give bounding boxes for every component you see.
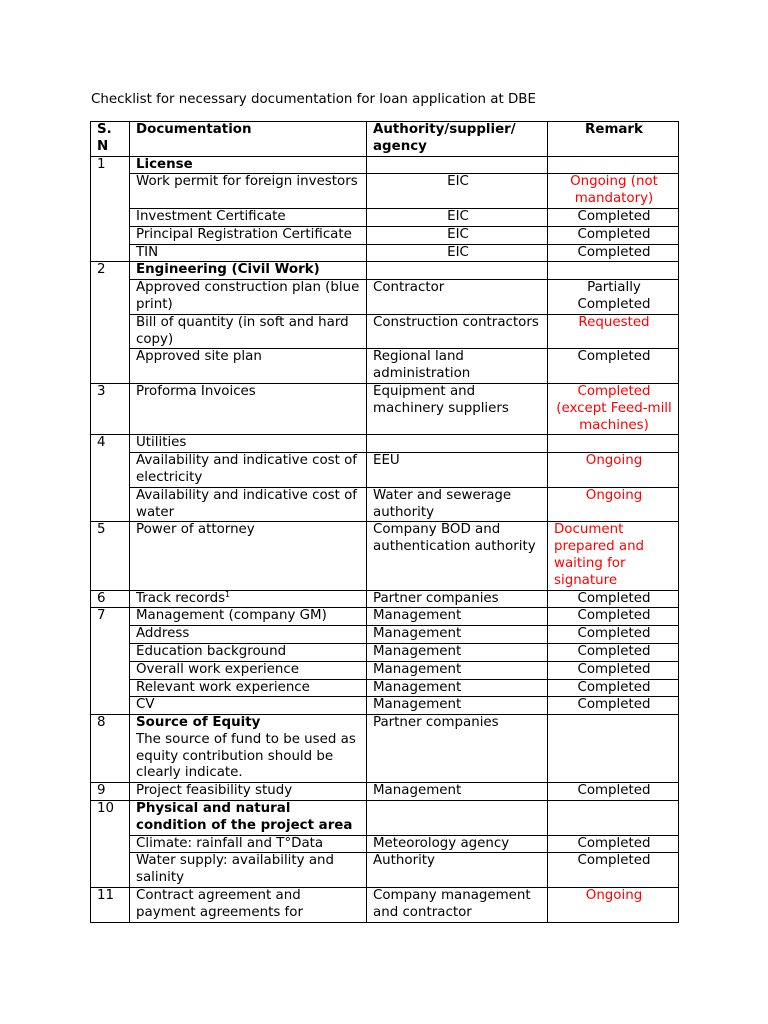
footnote-marker[interactable]: 1 bbox=[225, 589, 231, 599]
cell-authority: Equipment and machinery suppliers bbox=[367, 383, 548, 434]
checklist-table bbox=[90, 121, 679, 923]
documentation-text: Proforma Invoices bbox=[136, 383, 256, 399]
table-row bbox=[91, 487, 679, 522]
cell-remark: Completed bbox=[548, 349, 679, 384]
documentation-text: Power of attorney bbox=[136, 522, 255, 538]
cell-documentation bbox=[130, 262, 367, 280]
cell-remark: Ongoing bbox=[548, 888, 679, 923]
cell-remark: Completed bbox=[548, 244, 679, 262]
documentation-text: Physical and natural condition of the project area bbox=[136, 801, 353, 833]
cell-documentation bbox=[130, 349, 367, 384]
documentation-text: CV bbox=[136, 697, 155, 713]
cell-documentation bbox=[130, 888, 367, 923]
cell-authority: Meteorology agency bbox=[367, 835, 548, 853]
table-row bbox=[91, 783, 679, 801]
cell-remark: Completed bbox=[548, 208, 679, 226]
cell-remark: Requested bbox=[548, 314, 679, 349]
cell-remark: Completed bbox=[548, 853, 679, 888]
cell-remark: Completed (except Feed-mill machines) bbox=[548, 383, 679, 434]
documentation-text: Contract agreement and payment agreements for bbox=[136, 888, 303, 920]
table-row bbox=[91, 853, 679, 888]
cell-authority: EIC bbox=[367, 244, 548, 262]
cell-documentation bbox=[130, 661, 367, 679]
cell-remark: Completed bbox=[548, 590, 679, 608]
cell-authority: Management bbox=[367, 697, 548, 715]
cell-documentation bbox=[130, 208, 367, 226]
documentation-text: Track records bbox=[136, 590, 226, 606]
table-row bbox=[91, 156, 679, 174]
table-header-row bbox=[91, 122, 679, 157]
documentation-text: Climate: rainfall and T°Data bbox=[136, 835, 324, 851]
cell-authority: Management bbox=[367, 608, 548, 626]
cell-remark: Completed bbox=[548, 626, 679, 644]
cell-documentation bbox=[130, 383, 367, 434]
table-row bbox=[91, 835, 679, 853]
cell-documentation bbox=[130, 608, 367, 626]
cell-remark: Document prepared and waiting for signature bbox=[548, 522, 679, 590]
cell-documentation bbox=[130, 679, 367, 697]
table-row bbox=[91, 590, 679, 608]
table-row bbox=[91, 262, 679, 280]
cell-sn: 9 bbox=[91, 783, 130, 801]
cell-remark bbox=[548, 715, 679, 783]
header-sn: S. N bbox=[91, 122, 130, 157]
documentation-text: Management (company GM) bbox=[136, 608, 327, 624]
cell-documentation bbox=[130, 783, 367, 801]
table-row bbox=[91, 244, 679, 262]
documentation-text: Approved site plan bbox=[136, 349, 262, 365]
cell-authority: Water and sewerage authority bbox=[367, 487, 548, 522]
documentation-text: Relevant work experience bbox=[136, 679, 310, 695]
cell-authority: EIC bbox=[367, 208, 548, 226]
cell-documentation bbox=[130, 226, 367, 244]
table-row bbox=[91, 280, 679, 315]
documentation-text: Work permit for foreign investors bbox=[136, 174, 358, 190]
cell-authority: Construction contractors bbox=[367, 314, 548, 349]
cell-sn: 2 bbox=[91, 262, 130, 384]
table-row bbox=[91, 643, 679, 661]
header-remark: Remark bbox=[548, 122, 679, 157]
cell-remark: Ongoing bbox=[548, 453, 679, 488]
cell-authority bbox=[367, 156, 548, 174]
table-body bbox=[91, 156, 679, 922]
cell-sn: 5 bbox=[91, 522, 130, 590]
table-row bbox=[91, 174, 679, 209]
cell-documentation bbox=[130, 487, 367, 522]
documentation-text: Availability and indicative cost of water bbox=[136, 487, 358, 520]
cell-authority: Management bbox=[367, 783, 548, 801]
documentation-text: Investment Certificate bbox=[136, 208, 286, 224]
cell-documentation bbox=[130, 801, 367, 836]
cell-authority: EIC bbox=[367, 226, 548, 244]
header-authority: Authority/supplier/ agency bbox=[367, 122, 548, 157]
table-row bbox=[91, 383, 679, 434]
cell-sn: 3 bbox=[91, 383, 130, 434]
documentation-text: Overall work experience bbox=[136, 661, 299, 677]
documentation-text: Water supply: availability and salinity bbox=[136, 853, 335, 886]
table-row bbox=[91, 661, 679, 679]
cell-remark: Completed bbox=[548, 608, 679, 626]
cell-remark: Ongoing (not mandatory) bbox=[548, 174, 679, 209]
cell-documentation bbox=[130, 314, 367, 349]
cell-authority bbox=[367, 435, 548, 453]
cell-remark: Completed bbox=[548, 783, 679, 801]
cell-sn: 11 bbox=[91, 888, 130, 923]
table-row bbox=[91, 314, 679, 349]
cell-documentation bbox=[130, 697, 367, 715]
documentation-note: The source of fund to be used as equity contribution should be clearly indicate. bbox=[136, 731, 356, 781]
cell-authority: Management bbox=[367, 679, 548, 697]
table-row bbox=[91, 522, 679, 590]
documentation-text: Education background bbox=[136, 643, 287, 659]
cell-remark bbox=[548, 262, 679, 280]
cell-authority: Regional land administration bbox=[367, 349, 548, 384]
cell-documentation bbox=[130, 156, 367, 174]
table-row bbox=[91, 715, 679, 783]
documentation-text: Address bbox=[136, 626, 190, 642]
documentation-text: Availability and indicative cost of electricity bbox=[136, 453, 358, 485]
documentation-text: Utilities bbox=[136, 435, 187, 451]
cell-remark bbox=[548, 156, 679, 174]
cell-remark: Completed bbox=[548, 679, 679, 697]
cell-authority: EEU bbox=[367, 453, 548, 488]
table-row bbox=[91, 349, 679, 384]
cell-sn: 1 bbox=[91, 156, 130, 262]
cell-remark: Completed bbox=[548, 697, 679, 715]
cell-documentation bbox=[130, 174, 367, 209]
table-row bbox=[91, 679, 679, 697]
cell-documentation bbox=[130, 435, 367, 453]
documentation-text: License bbox=[136, 156, 193, 172]
cell-documentation bbox=[130, 453, 367, 488]
page-title: Checklist for necessary documentation for loan application at DBE bbox=[91, 92, 536, 107]
cell-remark: Completed bbox=[548, 226, 679, 244]
cell-remark bbox=[548, 801, 679, 836]
cell-authority bbox=[367, 801, 548, 836]
documentation-text: Source of Equity bbox=[136, 715, 261, 731]
cell-authority: Company BOD and authentication authority bbox=[367, 522, 548, 590]
table-row bbox=[91, 435, 679, 453]
documentation-text: Bill of quantity (in soft and hard copy) bbox=[136, 314, 349, 347]
documentation-text: TIN bbox=[136, 244, 159, 260]
header-documentation: Documentation bbox=[130, 122, 367, 157]
documentation-text: Approved construction plan (blue print) bbox=[136, 280, 360, 312]
cell-documentation bbox=[130, 626, 367, 644]
cell-sn: 6 bbox=[91, 590, 130, 608]
cell-remark: Ongoing bbox=[548, 487, 679, 522]
cell-authority: Company management and contractor bbox=[367, 888, 548, 923]
cell-documentation bbox=[130, 244, 367, 262]
cell-authority bbox=[367, 262, 548, 280]
cell-sn: 10 bbox=[91, 801, 130, 888]
table-row bbox=[91, 226, 679, 244]
cell-remark: Completed bbox=[548, 835, 679, 853]
cell-remark: Completed bbox=[548, 643, 679, 661]
cell-sn: 7 bbox=[91, 608, 130, 715]
table-row bbox=[91, 888, 679, 923]
cell-authority: Partner companies bbox=[367, 715, 548, 783]
cell-sn: 4 bbox=[91, 435, 130, 522]
cell-authority: Partner companies bbox=[367, 590, 548, 608]
cell-authority: Authority bbox=[367, 853, 548, 888]
table-row bbox=[91, 208, 679, 226]
cell-documentation bbox=[130, 280, 367, 315]
cell-remark: Completed bbox=[548, 661, 679, 679]
table-row bbox=[91, 608, 679, 626]
cell-documentation bbox=[130, 835, 367, 853]
cell-documentation bbox=[130, 715, 367, 783]
documentation-text: Engineering (Civil Work) bbox=[136, 262, 320, 278]
cell-sn: 8 bbox=[91, 715, 130, 783]
cell-remark: Partially Completed bbox=[548, 280, 679, 315]
table-row bbox=[91, 801, 679, 836]
cell-authority: Contractor bbox=[367, 280, 548, 315]
cell-authority: Management bbox=[367, 626, 548, 644]
cell-documentation bbox=[130, 853, 367, 888]
cell-documentation bbox=[130, 590, 367, 608]
cell-authority: EIC bbox=[367, 174, 548, 209]
cell-documentation bbox=[130, 643, 367, 661]
documentation-text: Project feasibility study bbox=[136, 783, 293, 799]
cell-remark bbox=[548, 435, 679, 453]
cell-authority: Management bbox=[367, 643, 548, 661]
table-row bbox=[91, 626, 679, 644]
cell-authority: Management bbox=[367, 661, 548, 679]
cell-documentation bbox=[130, 522, 367, 590]
table-row bbox=[91, 697, 679, 715]
table-row bbox=[91, 453, 679, 488]
documentation-text: Principal Registration Certificate bbox=[136, 226, 352, 242]
